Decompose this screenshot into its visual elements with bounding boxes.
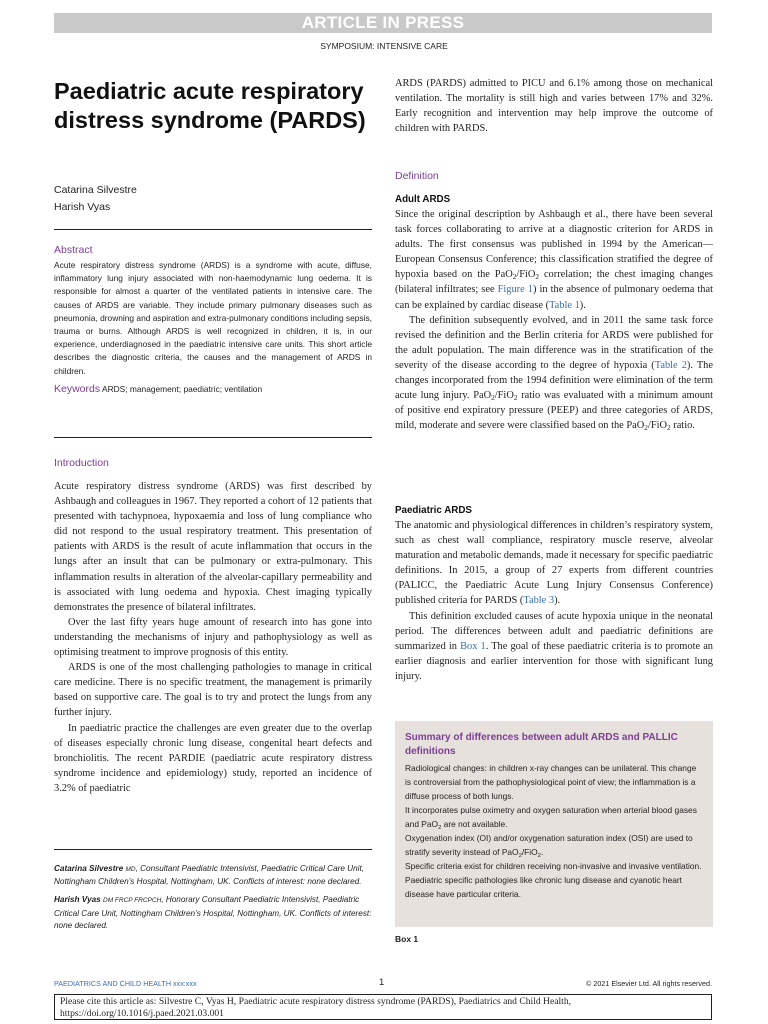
introduction-section xyxy=(54,456,372,796)
box-title: Summary of differences between adult ARDS and PALLIC definitions xyxy=(405,732,678,757)
article-in-press-banner: ARTICLE IN PRESS xyxy=(54,13,712,33)
paediatric-body xyxy=(395,518,713,684)
definition-body xyxy=(395,207,713,433)
divider xyxy=(54,229,372,230)
summary-box xyxy=(395,721,713,927)
author-affiliations xyxy=(54,863,372,938)
introduction-heading: Introduction xyxy=(54,457,109,469)
page-footer xyxy=(54,978,712,990)
box-item: Paediatric specific pathologies like chronic lung disease and cyanotic heart disease have particular criteria. xyxy=(405,875,683,899)
abstract-section xyxy=(54,243,372,396)
affiliation-text: , Consultant Paediatric Intensivist, Paediatric Critical Care Unit, Nottingham Children’s Hospital, Nottingham, UK. Conflicts of interest: none declared. xyxy=(54,864,365,887)
table-1-link[interactable]: Table 1 xyxy=(549,299,580,311)
citation-box: Please cite this article as: Silvestre C, Vyas H, Paediatric acute respiratory distress syndrome (PARDS), Paediatrics and Child Health, https://doi.org/10.1016/j.paed.2021.03.001 xyxy=(54,994,712,1020)
abstract-heading: Abstract xyxy=(54,244,93,256)
journal-name[interactable]: PAEDIATRICS AND CHILD HEALTH xxx:xxx xyxy=(54,979,197,988)
table-3-link[interactable]: Table 3 xyxy=(523,595,555,607)
paragraph: The anatomic and physiological differences in children’s respiratory system, such as chest wall compliance, respiratory muscle reserve, alveolar maturation and metabolic demands, made it necessary for specific paediatric definitions. In 2015, a group of 27 experts from different countries (PALICC, the Paediatric Acute Lung Injury Consensus Conference) published criteria for PARDS (Table 3). xyxy=(395,520,713,607)
intro-continuation xyxy=(395,76,713,136)
figure-1-link[interactable]: Figure 1 xyxy=(497,284,533,296)
keywords-list: ARDS; management; paediatric; ventilation xyxy=(101,383,263,394)
definition-section xyxy=(395,169,713,433)
box-item: Specific criteria exist for children receiving non-invasive and invasive ventilation. xyxy=(405,861,702,871)
affiliation-text: , Honorary Consultant Paediatric Intensivist, Paediatric Critical Care Unit, Nottingham Children’s Hospital, Nottingham, UK. Conflicts of interest: none declared. xyxy=(54,895,372,930)
paragraph: ARDS (PARDS) admitted to PICU and 6.1% among those on mechanical ventilation. The mortality is still high and varies between 17% and 32%. Early recognition and intervention may help improve the outcome of children with PARDS. xyxy=(395,78,713,135)
paragraph: Over the last fifty years huge amount of research into has gone into understanding the mechanisms of injury and pathophysiology as well as optimising treatment to improve prognosis of this entity. xyxy=(54,616,372,659)
box-item: Oxygenation index (OI) and/or oxygenation saturation index (OSI) are used to stratify severity instead of PaO$_2$/FiO$_2$. xyxy=(405,833,693,859)
divider xyxy=(54,437,372,438)
box-items xyxy=(405,761,703,901)
definition-heading: Definition xyxy=(395,170,439,182)
box-caption: Box 1 xyxy=(395,934,419,944)
adult-ards-subheading: Adult ARDS xyxy=(395,194,451,205)
box-1-link[interactable]: Box 1 xyxy=(460,640,486,652)
author-name: Harish Vyas xyxy=(54,201,111,213)
author-affiliation xyxy=(54,894,372,932)
paediatric-ards-subheading: Paediatric ARDS xyxy=(395,505,472,516)
paragraph: In paediatric practice the challenges are even greater due to the overlap of diseases especially chronic lung disease, congenital heart defects and bronchiolitis. The recent PARDIE (paediatric acute respiratory distress syndrome incidence and epidemiology) study, reported an incidence of 3.2% of paediatric xyxy=(54,722,372,794)
paragraph: Acute respiratory distress syndrome (ARDS) was first described by Ashbaugh and colleagues in 1967. They reported a cohort of 12 patients that presented with tachypnoea, hypoxaemia and loss of lung compliance who did not respond to the usual respiratory treatment. This presentation of patients with ARDS is the result of acute inflammation that occurs in the lungs after an insult that can be pulmonary or extra-pulmonary. This inflammation results in alteration of the alveolar-capillary permeability and is associated with lung oedema and hypoxia. Chest imaging typically demonstrates the presence of bilateral infiltrates. xyxy=(54,481,372,613)
copyright: © 2021 Elsevier Ltd. All rights reserved. xyxy=(586,979,712,988)
author-affiliation xyxy=(54,863,372,888)
paragraph: The definition subsequently evolved, and in 2011 the same task force revised the definition and the Berlin criteria for ARDS were published for the adult population. The main difference was in the stratification of the severity of the disease according to the degree of hypoxia (Table 2). The changes incorporated from the 1994 definition were elimination of the term acute lung injury. PaO$_2$/FiO$_2$ ratio was evaluated with a minimum amount of positive end expiratory pressure (PEEP) and three categories of ARDS, mild, moderate and severe were classified based on the PaO$_2$/FiO$_2$ ratio. xyxy=(395,314,714,433)
affiliation-degrees: DM FRCP FRCPCH xyxy=(103,897,162,905)
introduction-body xyxy=(54,479,372,796)
paragraph: ARDS is one of the most challenging pathologies to manage in critical care medicine. There is no specific treatment, the management is primarily based on supportive care. The goal is to try and protect the lungs from any further injury. xyxy=(54,662,372,719)
section-header: SYMPOSIUM: INTENSIVE CARE xyxy=(320,41,448,51)
article-title: Paediatric acute respiratory distress syndrome (PARDS) xyxy=(54,78,366,133)
affiliation-name: Harish Vyas xyxy=(54,895,101,905)
paragraph: Since the original description by Ashbaugh et al., there have been several task forces collaborating to arrive at a diagnostic criterion for ARDS in adults. The first consensus was published in 1994 by the American—European Consensus Conference; this classification stratified the degree of hypoxia based on the PaO$_2$/FiO$_2$ correlation; the chest imaging changes (bilateral infiltrates; see Figure 1) in the absence of pulmonary oedema that can be explained by cardiac disease (Table 1). xyxy=(395,209,714,311)
box-item: It incorporates pulse oximetry and oxygen saturation when arterial blood gases and PaO$_2$ are not available. xyxy=(405,805,697,831)
table-2-link[interactable]: Table 2 xyxy=(654,359,687,371)
abstract-text: Acute respiratory distress syndrome (ARDS) is a syndrome with acute, diffuse, inflammatory lung injury associated with non-haemodynamic lung oedema. It is responsible for almost a quarter of the ventilated patients in intensive care. The causes of ARDS are variable. They include primary pulmonary diseases such as pneumonia, drowning and aspiration and extra-pulmonary conditions including sepsis, trauma or burns. Although ARDS is well recognized in children, it is, in our experience, underdiagnosed in the paediatric intensive care units. This short article describes the diagnostic criteria, the causes and the management of ARDS in children. xyxy=(54,260,372,376)
keywords xyxy=(54,382,372,396)
keywords-label: Keywords xyxy=(54,382,101,395)
box-item: Radiological changes: in children x-ray changes can be unilateral. This change is controversial from the pathophysiological point of view; the inflammation is a diffuse process of both lungs. xyxy=(405,763,697,801)
author-list xyxy=(54,182,372,216)
affiliation-name: Catarina Silvestre xyxy=(54,864,124,873)
paragraph: This definition excluded causes of acute hypoxia unique in the neonatal period. The differences between adult and paediatric definitions are summarized in Box 1. The goal of these paediatric criteria is to promote an earlier diagnosis and earlier intervention for those with significant lung injury. xyxy=(395,610,713,682)
paediatric-ards-section xyxy=(395,504,713,684)
page-number: 1 xyxy=(379,977,385,988)
author-name: Catarina Silvestre xyxy=(54,184,137,196)
affiliation-degrees: MD xyxy=(125,866,136,873)
divider xyxy=(54,849,372,850)
